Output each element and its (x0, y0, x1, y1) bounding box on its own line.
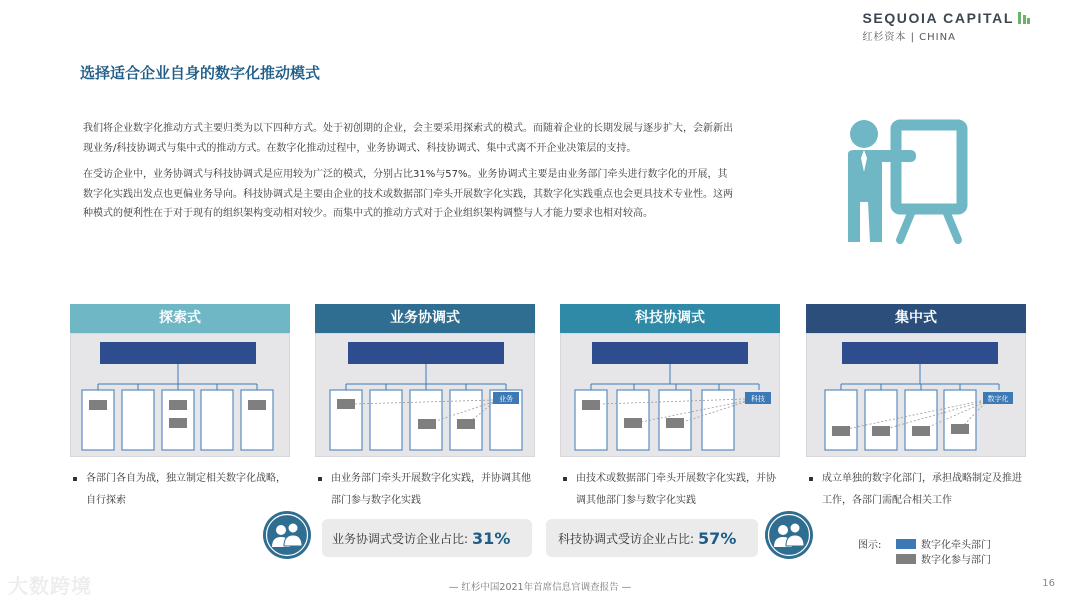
stat-business (322, 519, 532, 557)
page-title: 选择适合企业自身的数字化推动模式 (80, 64, 321, 82)
logo-brand: SEQUOIA CAPITAL (862, 10, 1014, 26)
panel-title: 探索式 (70, 304, 290, 333)
watermark: 大数跨境 (8, 574, 92, 598)
legend-label-participate: 数字化参与部门 (921, 555, 991, 566)
panel-title: 业务协调式 (315, 304, 535, 333)
lead-tag-text: 科技 (751, 395, 765, 403)
department-box (241, 390, 273, 450)
org-chart-tech (561, 334, 779, 456)
sequoia-mark-icon (1018, 12, 1030, 24)
footer: — 红杉中国2021年首席信息官调查报告 — (448, 582, 632, 593)
logo-sub: 红杉资本 | CHINA (862, 32, 956, 43)
org-chart-business (316, 334, 534, 456)
panel-bullet: 成立单独的数字化部门，承担战略制定及推进工作，各部门需配合相关工作 (806, 468, 1026, 512)
org-diagram-tech (560, 333, 780, 457)
panel-centralized (806, 304, 1026, 512)
panel-bullet: 各部门各自为战，独立制定相关数字化战略，自行探索 (70, 468, 290, 512)
top-management-block (842, 342, 998, 364)
top-management-block (592, 342, 748, 364)
page-number: 16 (1042, 578, 1055, 589)
department-box (122, 390, 154, 450)
legend-title: 图示: (858, 540, 882, 551)
presenter-board-icon (840, 116, 970, 248)
lead-tag-text: 业务 (499, 395, 513, 403)
org-diagram-centralized (806, 333, 1026, 457)
org-diagram-explore (70, 333, 290, 457)
department-box (82, 390, 114, 450)
stat-label: 业务协调式受访企业占比: (332, 531, 469, 546)
stat-label: 科技协调式受访企业占比: (558, 531, 695, 546)
panel-bullet: 由技术或数据部门牵头开展数字化实践，并协调其他部门参与数字化实践 (560, 468, 780, 512)
people-icon (764, 510, 814, 560)
stat-value: 57% (698, 528, 737, 548)
panel-title: 科技协调式 (560, 304, 780, 333)
lead-tag-text: 数字化 (987, 395, 1009, 403)
department-box (201, 390, 233, 450)
stat-value: 31% (472, 528, 511, 548)
people-icon (262, 510, 312, 560)
legend-swatch-participate (896, 554, 916, 564)
panel-bullet: 由业务部门牵头开展数字化实践，并协调其他部门参与数字化实践 (315, 468, 535, 512)
paragraph-2: 在受访企业中，业务协调式与科技协调式是应用较为广泛的模式，分别占比31%与57%。业务协调式主要是由业务部门牵头进行数字化的开展，其数字化实践出发点也更偏业务导向。科技协调式是主要由企业的技术或数据部门牵头开展数字化实践，其数字化实践重点也会更具技术专业性。这两种模式的便利性在于对于现有的组织架构变动相对较少。而集中式的推动方式对于企业组织架构调整与人才能力要求也相对较高。 (83, 169, 733, 219)
top-management-block (100, 342, 256, 364)
panel-business (315, 304, 535, 512)
paragraph-1: 我们将企业数字化推动方式主要归类为以下四种方式。处于初创期的企业，会主要采用探索式的模式。而随着企业的长期发展与逐步扩大，会新新出现业务/科技协调式与集中式的推动方式。在数字化推动过程中，业务协调式、科技协调式、集中式离不开企业决策层的支持。 (83, 123, 733, 154)
legend (858, 536, 991, 566)
top-management-block (348, 342, 504, 364)
legend-swatch-lead (896, 539, 916, 549)
org-diagram-business (315, 333, 535, 457)
panel-tech (560, 304, 780, 512)
stat-tech (546, 519, 758, 557)
sequoia-logo (862, 10, 1030, 43)
org-chart-explore (71, 334, 289, 456)
panel-title: 集中式 (806, 304, 1026, 333)
org-chart-centralized (807, 334, 1025, 456)
panel-explore (70, 304, 290, 512)
legend-label-lead: 数字化牵头部门 (921, 540, 991, 551)
intro-text (83, 119, 735, 224)
